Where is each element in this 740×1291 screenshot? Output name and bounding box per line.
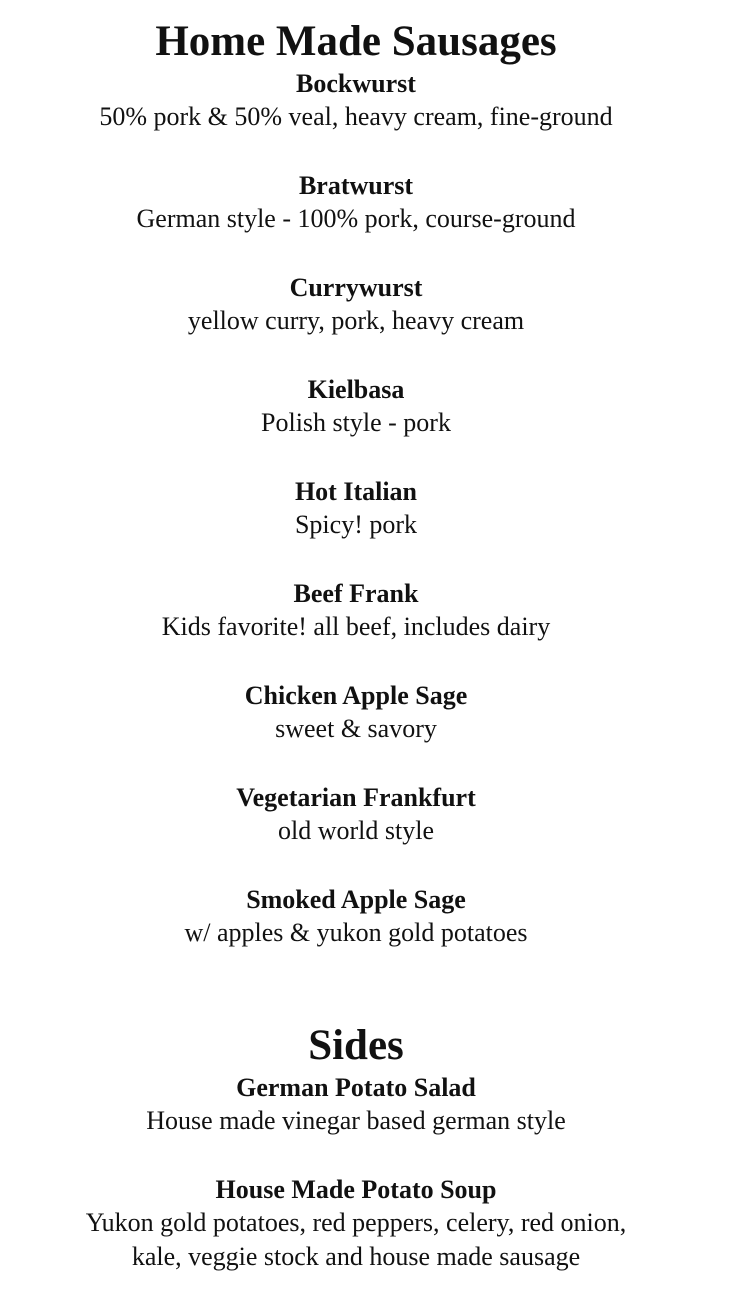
item-name: Vegetarian Frankfurt	[236, 783, 476, 812]
menu-item-hot-italian	[0, 476, 712, 542]
menu-item-bockwurst	[0, 68, 712, 134]
sausages-title: Home Made Sausages	[155, 18, 557, 65]
item-description: Spicy! pork	[294, 510, 418, 539]
menu-item-beef-frank	[0, 578, 712, 644]
item-description: sweet & savory	[275, 714, 437, 743]
item-description-line-1: Yukon gold potatoes, red peppers, celery, red onion,	[85, 1208, 627, 1237]
item-description: yellow curry, pork, heavy cream	[187, 306, 525, 335]
item-name: Hot Italian	[294, 477, 418, 506]
item-name: House Made Potato Soup	[215, 1175, 497, 1204]
menu-item-house-made-potato-soup	[0, 1174, 712, 1274]
item-description: Polish style - pork	[261, 408, 451, 437]
menu-item-chicken-apple-sage	[0, 680, 712, 746]
item-name: Bratwurst	[298, 171, 414, 200]
item-name: Beef Frank	[293, 579, 419, 608]
item-description: 50% pork & 50% veal, heavy cream, fine-ground	[99, 102, 613, 131]
menu-item-german-potato-salad	[0, 1072, 712, 1138]
menu-item-smoked-apple-sage	[0, 884, 712, 950]
item-name: Currywurst	[289, 273, 423, 302]
item-description: w/ apples & yukon gold potatoes	[184, 918, 528, 947]
item-name: Kielbasa	[307, 375, 405, 404]
item-name: Chicken Apple Sage	[244, 681, 468, 710]
item-description-line-2: kale, veggie stock and house made sausage	[131, 1242, 581, 1271]
menu-item-currywurst	[0, 272, 712, 338]
menu-item-kielbasa	[0, 374, 712, 440]
menu-item-bratwurst	[0, 170, 712, 236]
item-description: German style - 100% pork, course-ground	[136, 204, 576, 233]
sides-title: Sides	[308, 1022, 404, 1069]
item-description: Kids favorite! all beef, includes dairy	[161, 612, 551, 641]
item-name: Bockwurst	[296, 69, 416, 98]
item-description: old world style	[278, 816, 434, 845]
item-description: House made vinegar based german style	[146, 1106, 566, 1135]
menu-item-vegetarian-frankfurt	[0, 782, 712, 848]
item-name: Smoked Apple Sage	[246, 885, 466, 914]
item-name: German Potato Salad	[236, 1073, 476, 1102]
